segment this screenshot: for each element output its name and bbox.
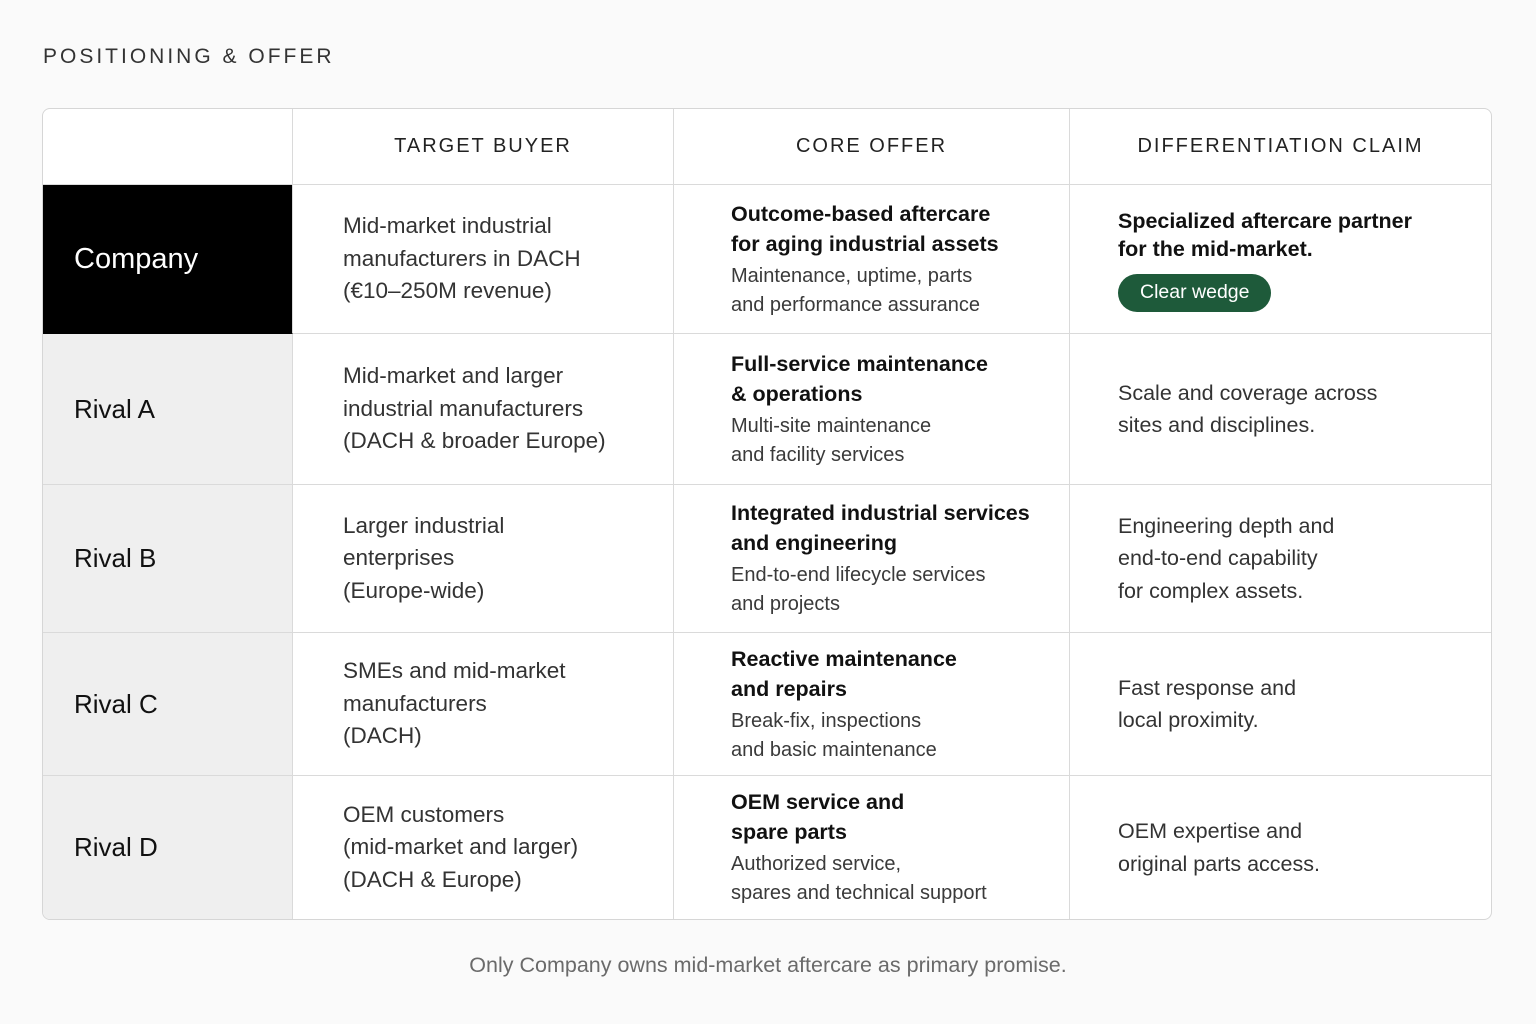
claim-text: Fast response and local proximity. — [1118, 675, 1297, 732]
buyer-text: Mid-market industrial manufacturers in DACH (€10–250M revenue) — [343, 213, 581, 304]
buyer-text: Mid-market and larger industrial manufacturers (DACH & broader Europe) — [343, 363, 606, 454]
rival-a-differentiation — [1070, 334, 1491, 485]
company-target-buyer — [293, 185, 674, 334]
positioning-table — [42, 108, 1492, 920]
offer-description: Maintenance, uptime, parts and performance assurance — [731, 264, 981, 316]
offer-description: Authorized service, spares and technical support — [731, 853, 987, 904]
company-differentiation — [1070, 185, 1491, 334]
row-label-rival-b: Rival B — [43, 485, 293, 633]
offer-description: Break-fix, inspections and basic maintenance — [731, 709, 937, 761]
header-core-offer: CORE OFFER — [674, 109, 1070, 185]
rival-d-core-offer — [674, 776, 1070, 919]
offer-title: Reactive maintenance and repairs — [731, 646, 957, 701]
claim-text: Scale and coverage across sites and disciplines. — [1118, 380, 1378, 437]
header-target-buyer: TARGET BUYER — [293, 109, 674, 185]
rival-d-target-buyer — [293, 776, 674, 919]
rival-a-core-offer — [674, 334, 1070, 485]
buyer-text: Larger industrial enterprises (Europe-wide) — [343, 512, 505, 603]
row-label-rival-a: Rival A — [43, 334, 293, 485]
rival-c-target-buyer — [293, 633, 674, 776]
company-core-offer — [674, 185, 1070, 334]
row-label-rival-d: Rival D — [43, 776, 293, 919]
rival-c-core-offer — [674, 633, 1070, 776]
clear-wedge-badge: Clear wedge — [1118, 274, 1271, 312]
offer-title: OEM service and spare parts — [731, 790, 905, 844]
header-corner — [43, 109, 293, 185]
rival-d-differentiation — [1070, 776, 1491, 919]
header-differentiation: DIFFERENTIATION CLAIM — [1070, 109, 1491, 185]
offer-description: Multi-site maintenance and facility services — [731, 414, 932, 466]
footer-note: Only Company owns mid-market aftercare as primary promise. — [469, 953, 1067, 977]
buyer-text: SMEs and mid-market manufacturers (DACH) — [343, 658, 566, 749]
rival-a-target-buyer — [293, 334, 674, 485]
rival-b-target-buyer — [293, 485, 674, 633]
rival-b-differentiation — [1070, 485, 1491, 633]
row-label-company: Company — [43, 185, 293, 334]
claim-text: Specialized aftercare partner for the mid-market. — [1118, 208, 1412, 261]
section-title: POSITIONING & OFFER — [43, 45, 335, 68]
rival-c-differentiation — [1070, 633, 1491, 776]
offer-title: Integrated industrial services and engineering — [731, 501, 1030, 555]
claim-text: Engineering depth and end-to-end capability for complex assets. — [1118, 513, 1335, 603]
offer-title: Outcome-based aftercare for aging industrial assets — [731, 201, 999, 256]
row-label-rival-c: Rival C — [43, 633, 293, 776]
offer-title: Full-service maintenance & operations — [731, 351, 988, 406]
claim-text: OEM expertise and original parts access. — [1118, 819, 1320, 876]
offer-description: End-to-end lifecycle services and projects — [731, 564, 986, 615]
rival-b-core-offer — [674, 485, 1070, 633]
buyer-text: OEM customers (mid-market and larger) (DACH & Europe) — [343, 801, 579, 892]
